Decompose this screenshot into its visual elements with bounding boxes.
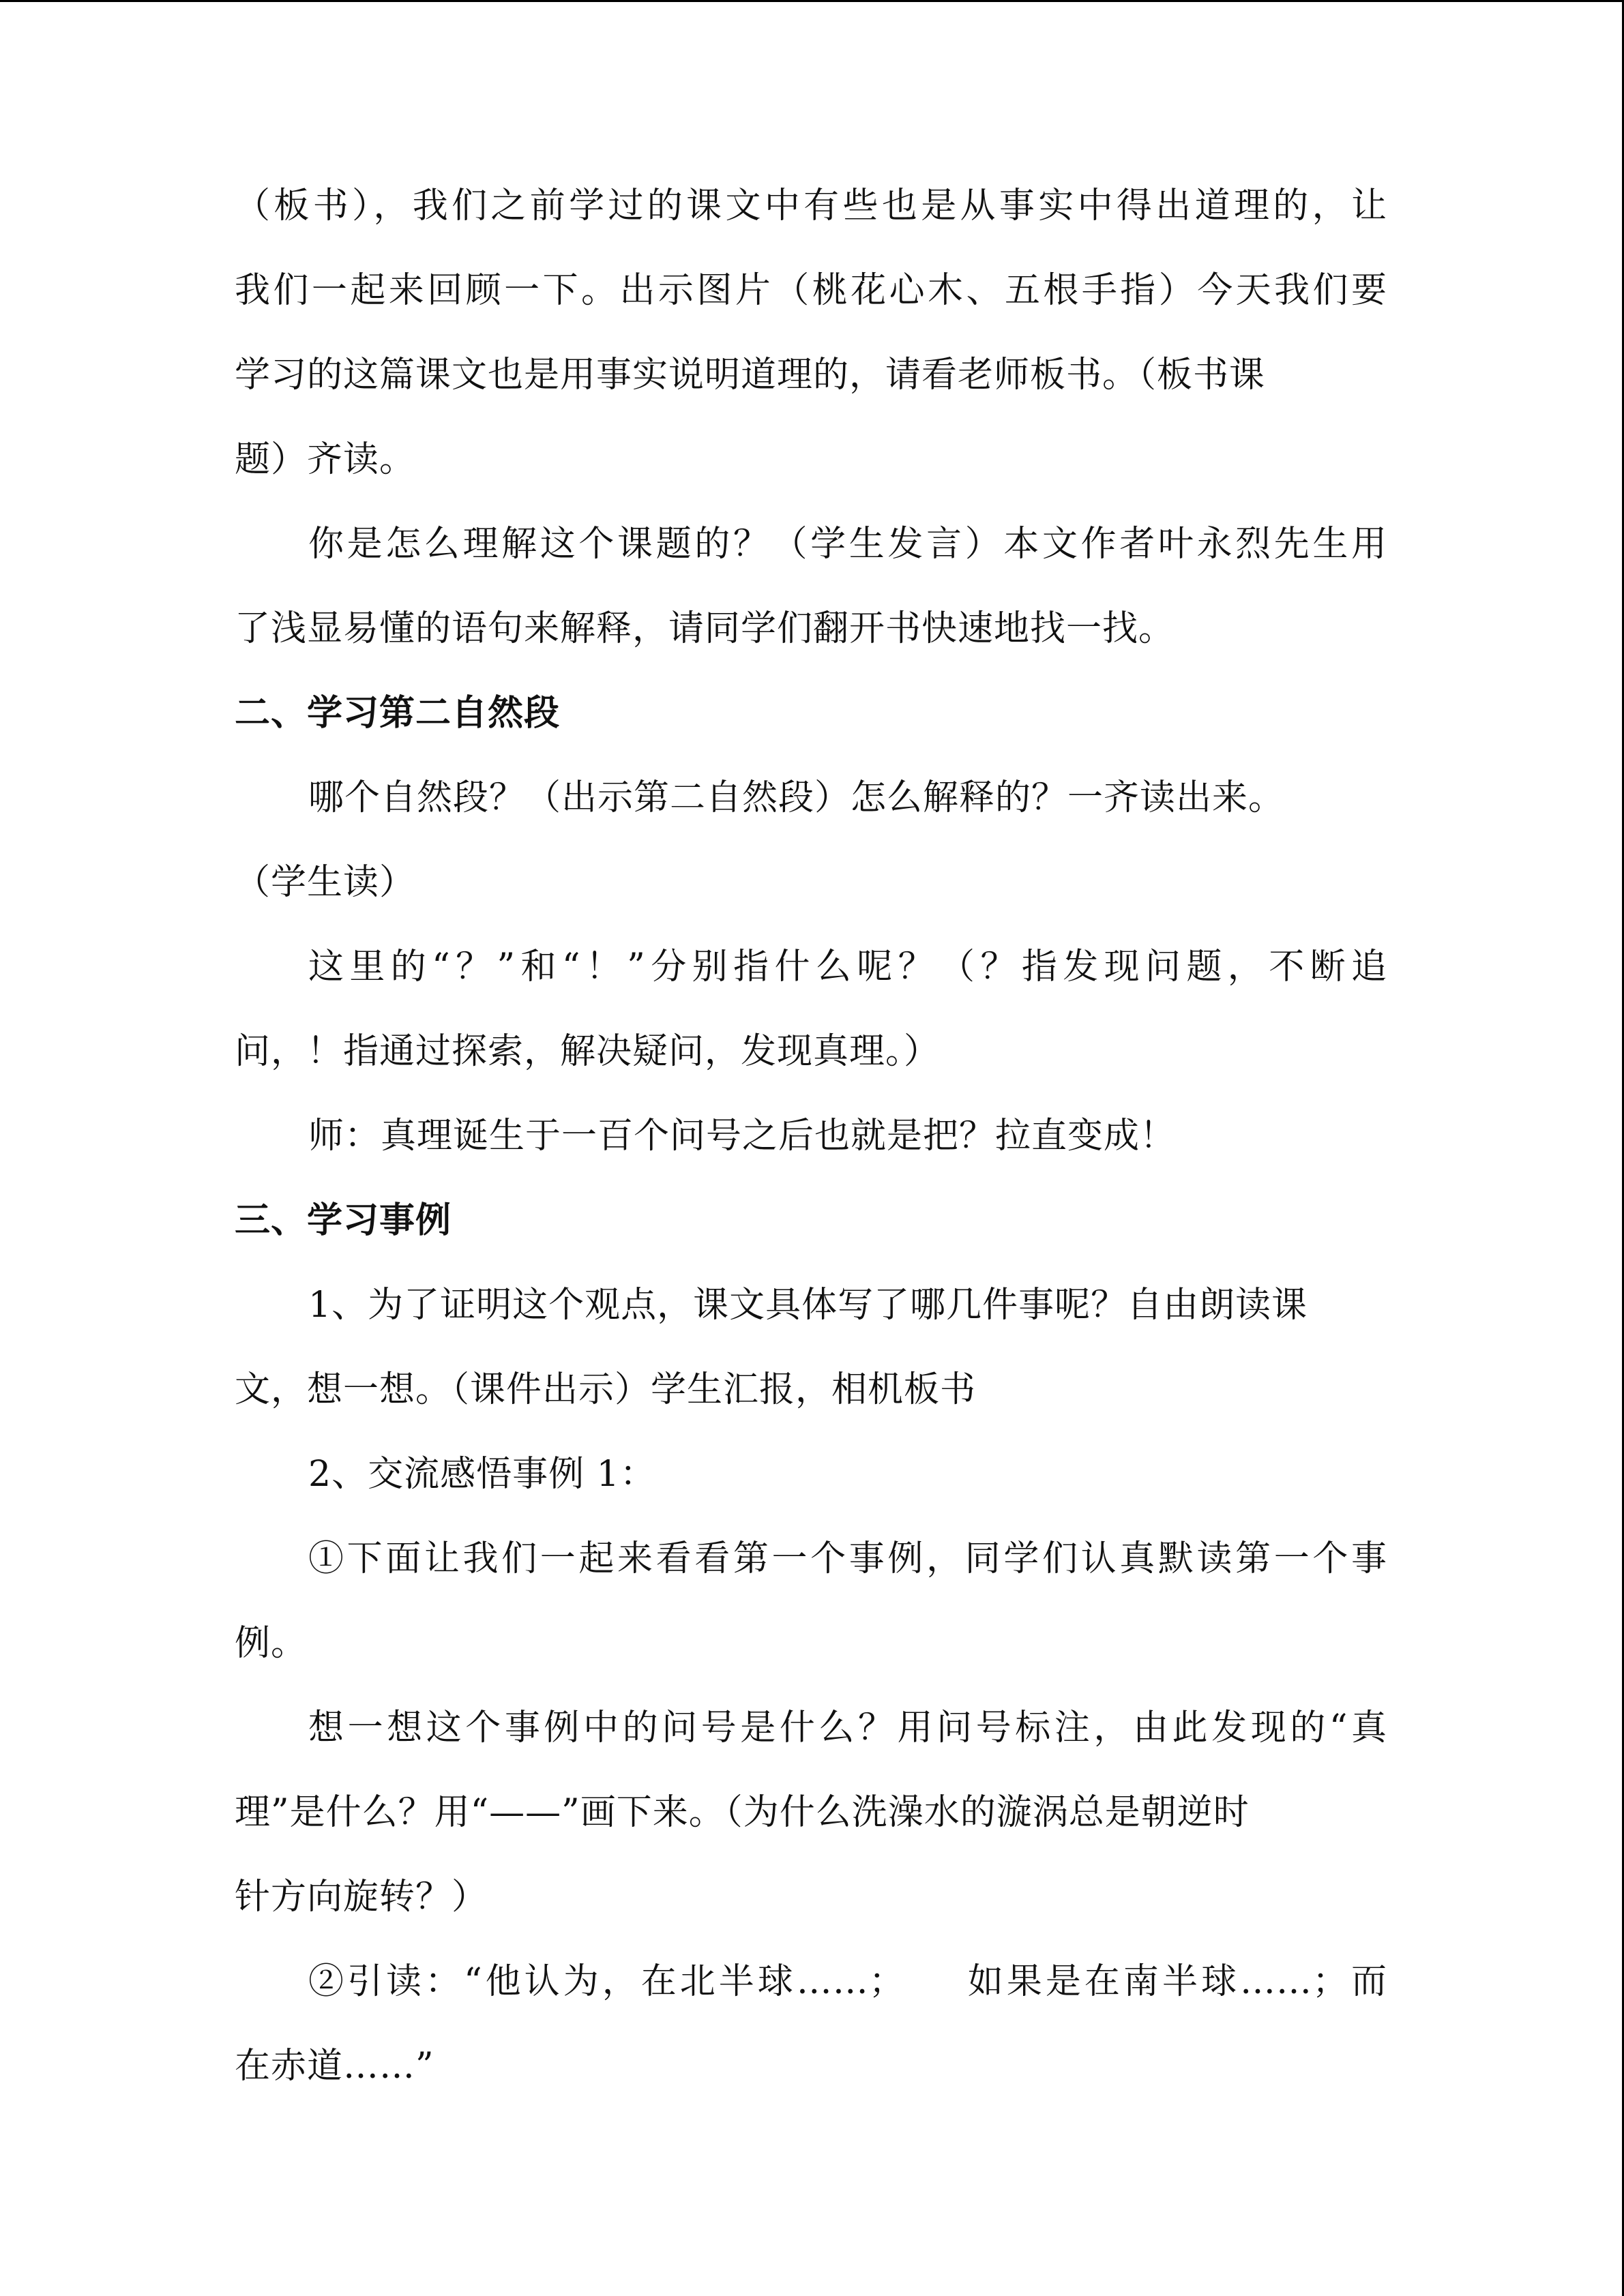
paragraph-start: ①下面让我们一起来看看第一个事例，同学们认真默读第一个事: [308, 1538, 1387, 1579]
text-line: 例。: [235, 1623, 308, 1664]
paragraph-start: ②引读：“他认为，在北半球……； 如果是在南半球……；而: [308, 1961, 1387, 2002]
document-body: [235, 164, 1387, 2108]
text-line: 题）齐读。: [235, 439, 416, 480]
text-line: 我们一起来回顾一下。出示图片（桃花心木、五根手指）今天我们要: [235, 270, 1387, 311]
page-border-top: [0, 0, 1624, 2]
paragraph-start: 你是怎么理解这个课题的？（学生发言）本文作者叶永烈先生用: [308, 524, 1387, 565]
text-line: （板书），我们之前学过的课文中有些也是从事实中得出道理的，让: [235, 185, 1387, 226]
paragraph-start: 1、为了证明这个观点，课文具体写了哪几件事呢？自由朗读课: [308, 1285, 1308, 1326]
paragraph-start: 2、交流感悟事例 1：: [308, 1454, 656, 1495]
text-line: 理”是什么？用“——”画下来。（为什么洗澡水的漩涡总是朝逆时: [235, 1792, 1250, 1833]
text-line: 文，想一想。（课件出示）学生汇报，相机板书: [235, 1369, 977, 1410]
text-line: 在赤道……”: [235, 2046, 434, 2087]
paragraph-start: 想一想这个事例中的问号是什么？用问号标注，由此发现的“真: [308, 1708, 1387, 1748]
paragraph-start: 这里的“？”和“！”分别指什么呢？（？指发现问题，不断追: [308, 946, 1387, 987]
text-line: 学习的这篇课文也是用事实说明道理的，请看老师板书。（板书课: [235, 355, 1266, 396]
text-line: 了浅显易懂的语句来解释，请同学们翻开书快速地找一找。: [235, 608, 1175, 649]
text-line: （学生读）: [235, 862, 416, 903]
paragraph-start: 师：真理诞生于一百个问号之后也就是把？拉直变成！: [308, 1116, 1177, 1157]
paragraph-start: 哪个自然段？（出示第二自然段）怎么解释的？一齐读出来。: [308, 777, 1285, 818]
text-line: 问，！指通过探索，解决疑问，发现真理。）: [235, 1031, 941, 1072]
section-heading: 三、学习事例: [235, 1199, 452, 1241]
text-line: 针方向旋转？）: [235, 1877, 488, 1918]
section-heading: 二、学习第二自然段: [235, 692, 561, 734]
